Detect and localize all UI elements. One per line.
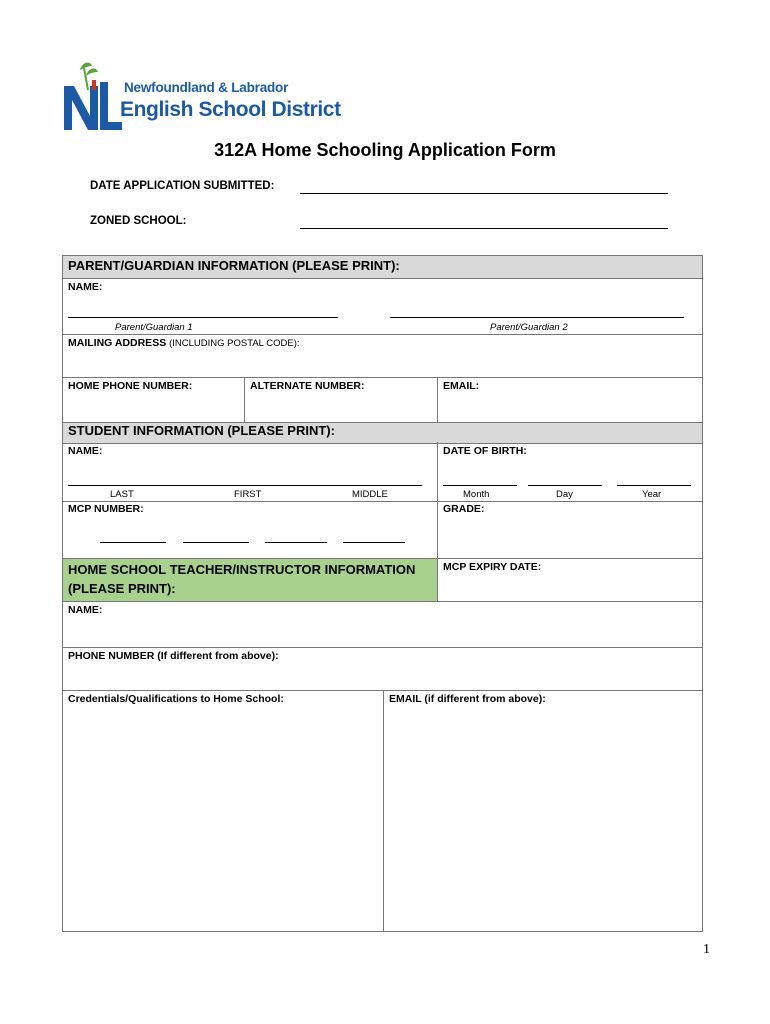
- first-caption: FIRST: [234, 489, 262, 500]
- mcp-number-field-2[interactable]: [183, 542, 249, 543]
- day-caption: Day: [556, 489, 573, 500]
- guardian1-name-field[interactable]: [68, 317, 338, 318]
- teacher-email-label: EMAIL (if different from above):: [389, 693, 546, 705]
- divider: [244, 377, 245, 422]
- last-caption: LAST: [110, 489, 134, 500]
- dob-day-field[interactable]: [528, 485, 602, 486]
- mcp-number-label: MCP NUMBER:: [68, 503, 144, 515]
- divider: [437, 377, 438, 422]
- mailing-address-label: [68, 337, 300, 349]
- divider: [383, 690, 384, 931]
- dob-year-field[interactable]: [617, 485, 691, 486]
- month-caption: Month: [463, 489, 490, 500]
- divider: [63, 501, 702, 502]
- zoned-school-field[interactable]: [300, 228, 668, 229]
- mcp-number-field-1[interactable]: [100, 542, 166, 543]
- divider: [437, 558, 702, 559]
- student-name-label: NAME:: [68, 445, 103, 457]
- middle-caption: MIDDLE: [352, 489, 388, 500]
- district-logo: [62, 60, 341, 132]
- year-caption: Year: [642, 489, 662, 500]
- guardian2-caption: Parent/Guardian 2: [490, 322, 568, 333]
- mcp-number-field-4[interactable]: [343, 542, 405, 543]
- mailing-address-note: (INCLUDING POSTAL CODE):: [169, 338, 300, 349]
- divider: [63, 601, 702, 602]
- dob-month-field[interactable]: [443, 485, 517, 486]
- teacher-name-label: NAME:: [68, 604, 103, 616]
- teacher-section-title: HOME SCHOOL TEACHER/INSTRUCTOR INFORMATION (PLEASE PRINT):: [68, 562, 416, 596]
- nl-logo-icon: [62, 60, 122, 132]
- date-submitted-field[interactable]: [300, 193, 668, 194]
- divider: [63, 377, 702, 378]
- parent-email-label: EMAIL:: [443, 380, 480, 392]
- home-phone-label: HOME PHONE NUMBER:: [68, 380, 193, 392]
- divider: [63, 647, 702, 648]
- student-name-field[interactable]: [68, 485, 422, 486]
- alternate-number-label: ALTERNATE NUMBER:: [250, 380, 365, 392]
- mcp-number-field-3[interactable]: [265, 542, 327, 543]
- date-submitted-label: DATE APPLICATION SUBMITTED:: [90, 180, 275, 192]
- grade-label: GRADE:: [443, 503, 485, 515]
- credentials-label: Credentials/Qualifications to Home School:: [68, 693, 284, 705]
- logo-text-line1: Newfoundland & Labrador: [124, 80, 289, 95]
- logo-text-line2: English School District: [120, 98, 341, 121]
- guardian1-caption: Parent/Guardian 1: [115, 322, 193, 333]
- zoned-school-label: ZONED SCHOOL:: [90, 215, 187, 227]
- form-title: 312A Home Schooling Application Form: [214, 140, 556, 160]
- student-section-title: STUDENT INFORMATION (PLEASE PRINT):: [68, 423, 335, 438]
- mcp-expiry-label: MCP EXPIRY DATE:: [443, 561, 542, 573]
- guardian2-name-field[interactable]: [390, 317, 684, 318]
- page-number: 1: [703, 942, 710, 957]
- divider: [437, 442, 438, 601]
- divider: [63, 334, 702, 335]
- mailing-address-text: MAILING ADDRESS: [68, 337, 167, 349]
- dob-label: DATE OF BIRTH:: [443, 445, 527, 457]
- parent-name-label: NAME:: [68, 281, 103, 293]
- teacher-phone-label: PHONE NUMBER (If different from above):: [68, 650, 279, 662]
- parent-section-title: PARENT/GUARDIAN INFORMATION (PLEASE PRINT):: [68, 258, 400, 273]
